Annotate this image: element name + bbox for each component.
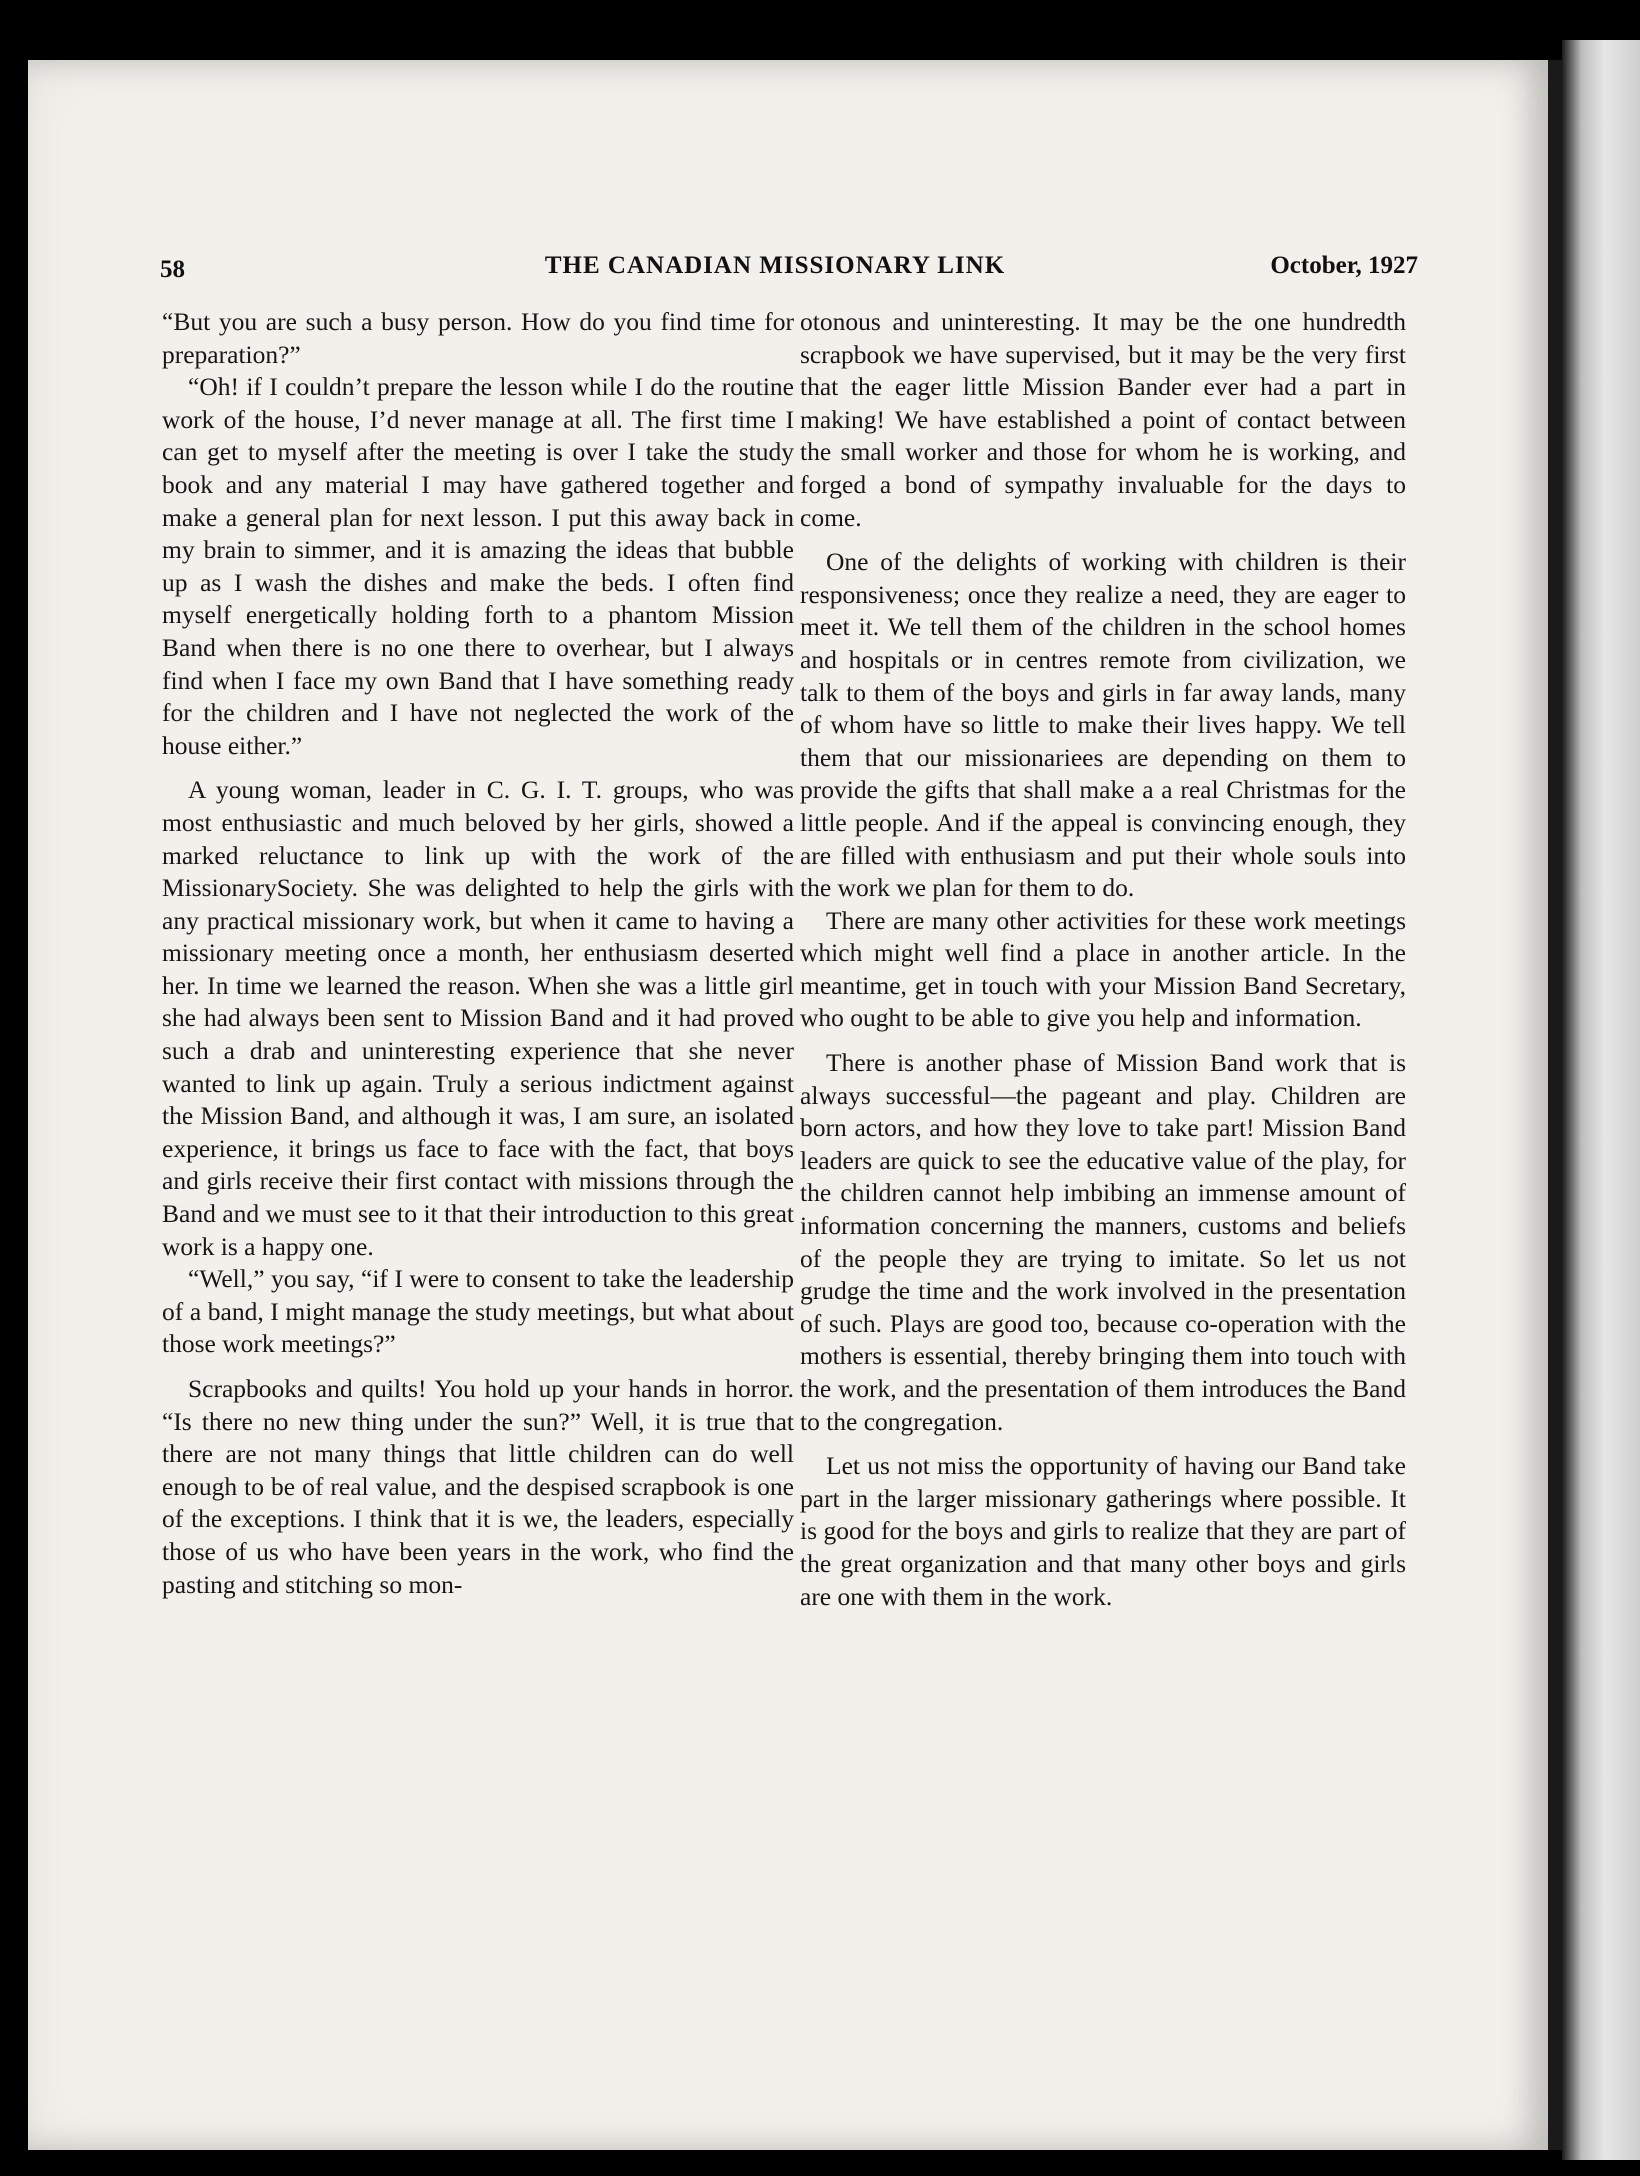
page-number: 58: [160, 256, 185, 283]
right-column: [800, 306, 1406, 1613]
left-column: [162, 306, 794, 1601]
issue-date: October, 1927: [1270, 252, 1418, 279]
paragraph: otonous and uninteresting. It may be the one hundredth scrapbook we have supervised, but it may be the very first that the eager little Mission Bander ever had a part in making! We have established a point of contact between the small worker and those for whom he is working, and forged a bond of sympathy invaluable for the days to come.: [800, 307, 1406, 532]
paragraph: There are many other activities for these work meetings which might well find a place in another article. In the meantime, get in touch with your Mission Band Secretary, who ought to be able to give you help and information.: [800, 905, 1406, 1033]
paragraph: Let us not miss the opportunity of having our Band take part in the larger missionary gatherings where possible. It is good for the boys and girls to realize that they are part of the great organization and that many other boys and girls are one with them in the work.: [800, 1451, 1406, 1611]
paragraph: “But you are such a busy person. How do you find time for preparation?”: [162, 307, 794, 369]
adjacent-page-edge: [1562, 40, 1640, 2160]
paragraph: “Well,” you say, “if I were to consent to take the leadership of a band, I might manage the study meetings, but what about those work meetings?”: [162, 1264, 794, 1359]
paragraph: Scrapbooks and quilts! You hold up your hands in horror. “Is there no new thing under the sun?” Well, it is true that there are not many things that little children can do well enough to be of real value, and the despised scrapbook is one of the exceptions. I think that it is we, the leaders, especially those of us who have been years in the work, who find the pasting and stitching so mon-: [162, 1374, 794, 1599]
journal-title: THE CANADIAN MISSIONARY LINK: [544, 252, 1006, 279]
paragraph: A young woman, leader in C. G. I. T. groups, who was most enthusiastic and much beloved by her girls, showed a marked reluctance to link up with the work of the MissionarySociety. She was delighted to help the girls with any practical missionary work, but when it came to having a missionary meeting once a month, her enthusiasm deserted her. In time we learned the reason. When she was a little girl she had always been sent to Mission Band and it had proved such a drab and uninteresting experience that she never wanted to link up again. Truly a serious indictment against the Mission Band, and although it was, I am sure, an isolated experience, it brings us face to face with the fact, that boys and girls receive their first contact with missions through the Band and we must see to it that their introduction to this great work is a happy one.: [162, 775, 794, 1261]
paragraph: One of the delights of working with children is their responsiveness; once they realize a need, they are eager to meet it. We tell them of the children in the school homes and hospitals or in centres remote from civilization, we talk to them of the boys and girls in far away lands, many of whom have so little to make their lives happy. We tell them that our missionariees are depending on them to provide the gifts that shall make a a real Christmas for the little people. And if the appeal is convincing enough, they are filled with enthusiasm and put their whole souls into the work we plan for them to do.: [800, 547, 1406, 903]
paragraph: There is another phase of Mission Band work that is always successful—the pageant and play. Children are born actors, and how they love to take part! Mission Band leaders are quick to see the educative value of the play, for the children cannot help imbibing an immense amount of information concerning the manners, customs and beliefs of the people they are trying to imitate. So let us not grudge the time and the work involved in the presentation of such. Plays are good too, because co-operation with the mothers is essential, thereby bringing them into touch with the work, and the presentation of them introduces the Band to the congregation.: [800, 1048, 1406, 1436]
paragraph: “Oh! if I couldn’t prepare the lesson while I do the routine work of the house, I’d never manage at all. The first time I can get to myself after the meeting is over I take the study book and any material I may have gathered together and make a general plan for next lesson. I put this away back in my brain to simmer, and it is amazing the ideas that bubble up as I wash the dishes and make the beds. I often find myself energetically holding forth to a phantom Mission Band when there is no one there to overhear, but I always find when I face my own Band that I have something ready for the children and I have not neglected the work of the house either.”: [162, 372, 794, 760]
running-header: [132, 252, 1418, 292]
